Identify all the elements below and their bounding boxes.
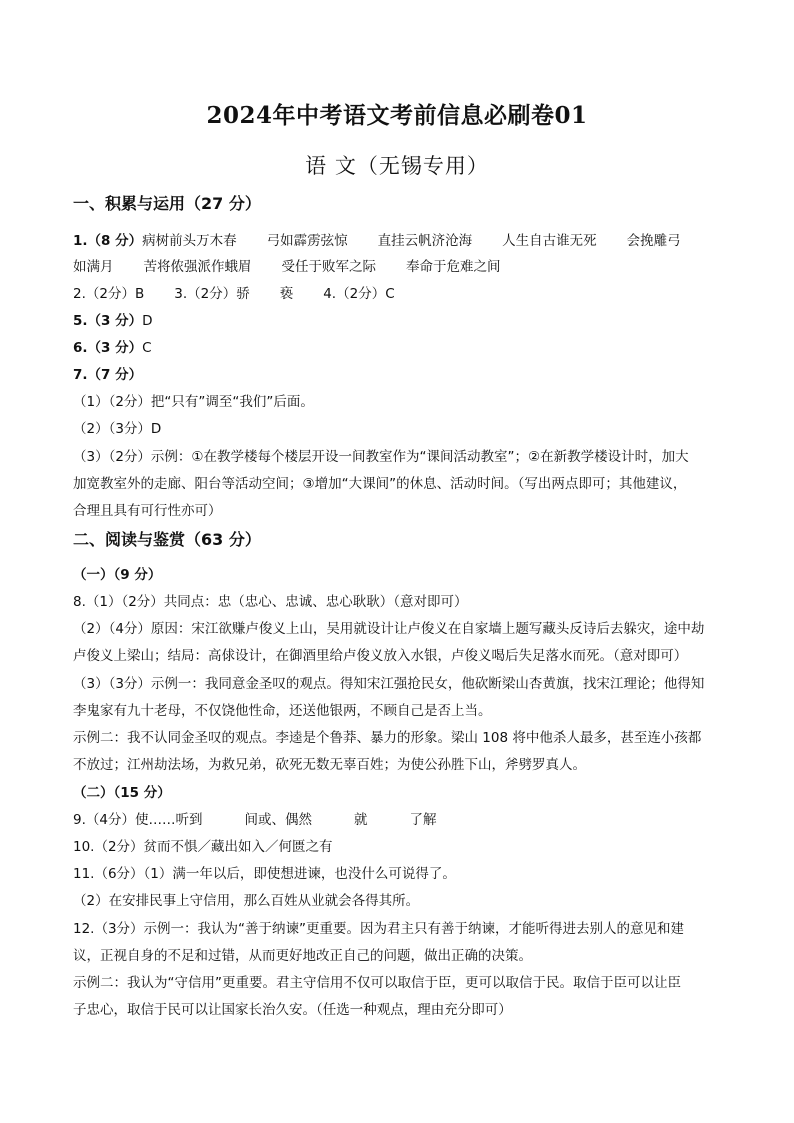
q1-answer-3: 直挂云帆济沧海 (377, 233, 473, 249)
question-5 (73, 312, 153, 330)
q1-answer-1: 病树前头万木春 (142, 233, 237, 249)
q1-answer-9: 奉命于危难之间 (406, 259, 501, 275)
question-4: 4.（2分）C (323, 286, 395, 302)
q9-answer-3: 就 (353, 812, 368, 828)
question-11-2: （2）在安排民事上守信用，那么百姓从业就会各得其所。 (73, 893, 420, 909)
question-1-line-2 (73, 258, 501, 276)
question-7-3-line-2: 加宽教室外的走廊、阳台等活动空间；③增加“大课间”的休息、活动时间。（写出两点即可；其他建议， (73, 476, 687, 492)
question-12-line-4: 子忠心，取信于民可以让国家长治久安。（任选一种观点，理由充分即可） (73, 1002, 512, 1018)
q1-answer-4: 人生自古谁无死 (502, 233, 597, 249)
question-7-2: （2）（3分）D (73, 421, 162, 437)
question-7-3-line-1: （3）（2分）示例：①在教学楼每个楼层开设一间教室作为“课间活动教室”；②在新教学楼设计时，加大 (73, 449, 689, 465)
q1-answer-8: 受任于败军之际 (281, 259, 376, 275)
q9-answer-4: 了解 (409, 812, 437, 828)
question-8-3-line-4: 不放过；江州劫法场，为救兄弟，砍死无数无辜百姓；为使公孙胜下山，斧劈罗真人。 (73, 757, 586, 773)
question-5-label: 5.（3 分） (73, 313, 143, 329)
question-8-3-line-2: 李鬼家有九十老母，不仅饶他性命，还送他银两，不顾自己是否上当。 (73, 703, 492, 719)
question-6-answer: C (142, 340, 152, 356)
question-3-b: 亵 (279, 286, 294, 302)
question-7-label: 7.（7 分） (73, 367, 143, 383)
question-8-1: 8.（1）（2分）共同点：忠（忠心、忠诚、忠心耿耿）（意对即可） (73, 594, 468, 610)
page-title: 2024年中考语文考前信息必刷卷01 (206, 102, 588, 129)
question-12-line-2: 议，正视自身的不足和过错，从而更好地改正自己的问题，做出正确的决策。 (73, 948, 532, 964)
question-10: 10.（2分）贫而不惧／藏出如入／何匮之有 (73, 839, 333, 855)
question-8-3-line-1: （3）（3分）示例一：我同意金圣叹的观点。得知宋江强抢民女，他砍断梁山杏黄旗，找宋江理论；他得知 (73, 676, 705, 692)
question-7-3-line-3: 合理且具有可行性亦可） (73, 503, 222, 519)
q1-answer-6: 如满月 (73, 259, 114, 275)
question-5-answer: D (142, 313, 153, 329)
question-6 (73, 339, 152, 357)
question-8-3-line-3: 示例二：我不认同金圣叹的观点。李逵是个鲁莽、暴力的形象。梁山 108 将中他杀人最多，甚至连小孩都 (73, 730, 702, 746)
question-8-2-line-1: （2）（4分）原因：宋江欲赚卢俊义上山，吴用就设计让卢俊义在自家墙上题写藏头反诗后去躲灾，途中劫 (73, 621, 705, 637)
question-8-2-line-2: 卢俊义上梁山；结局：高俅设计，在御酒里给卢俊义放入水银，卢俊义喝后失足落水而死。（意对即可） (73, 648, 688, 664)
question-9 (73, 811, 436, 829)
question-3: 3.（2分）骄 (174, 286, 250, 302)
question-1-label: 1.（8 分） (73, 233, 143, 249)
question-2-4-line (73, 285, 395, 303)
section-heading-part2: 二、阅读与鉴赏（63 分） (73, 530, 261, 549)
page-subtitle: 语 文（无锡专用） (305, 154, 489, 178)
q1-answer-2: 弓如霹雳弦惊 (266, 233, 348, 249)
q9-answer-1: 9.（4分）使……听到 (73, 812, 203, 828)
question-1-line-1 (73, 232, 681, 250)
question-2: 2.（2分）B (73, 286, 145, 302)
q1-answer-5: 会挽雕弓 (626, 233, 681, 249)
question-12-line-1: 12.（3分）示例一：我认为“善于纳谏”更重要。因为君主只有善于纳谏，才能听得进去别人的意见和建 (73, 921, 685, 937)
question-6-label: 6.（3 分） (73, 340, 143, 356)
question-7-1: （1）（2分）把“只有”调至“我们”后面。 (73, 394, 314, 410)
question-11-1: 11.（6分）（1）满一年以后，即使想进谏，也没什么可说得了。 (73, 866, 456, 882)
q9-answer-2: 间或、偶然 (244, 812, 312, 828)
subsection-2: （二）（15 分） (73, 785, 171, 801)
question-12-line-3: 示例二：我认为“守信用”更重要。君主守信用不仅可以取信于臣，更可以取信于民。取信于臣可以让臣 (73, 975, 681, 991)
section-heading-part1: 一、积累与运用（27 分） (73, 194, 261, 213)
q1-answer-7: 苦将侬强派作蛾眉 (143, 259, 252, 275)
subsection-1: （一）（9 分） (73, 567, 162, 583)
